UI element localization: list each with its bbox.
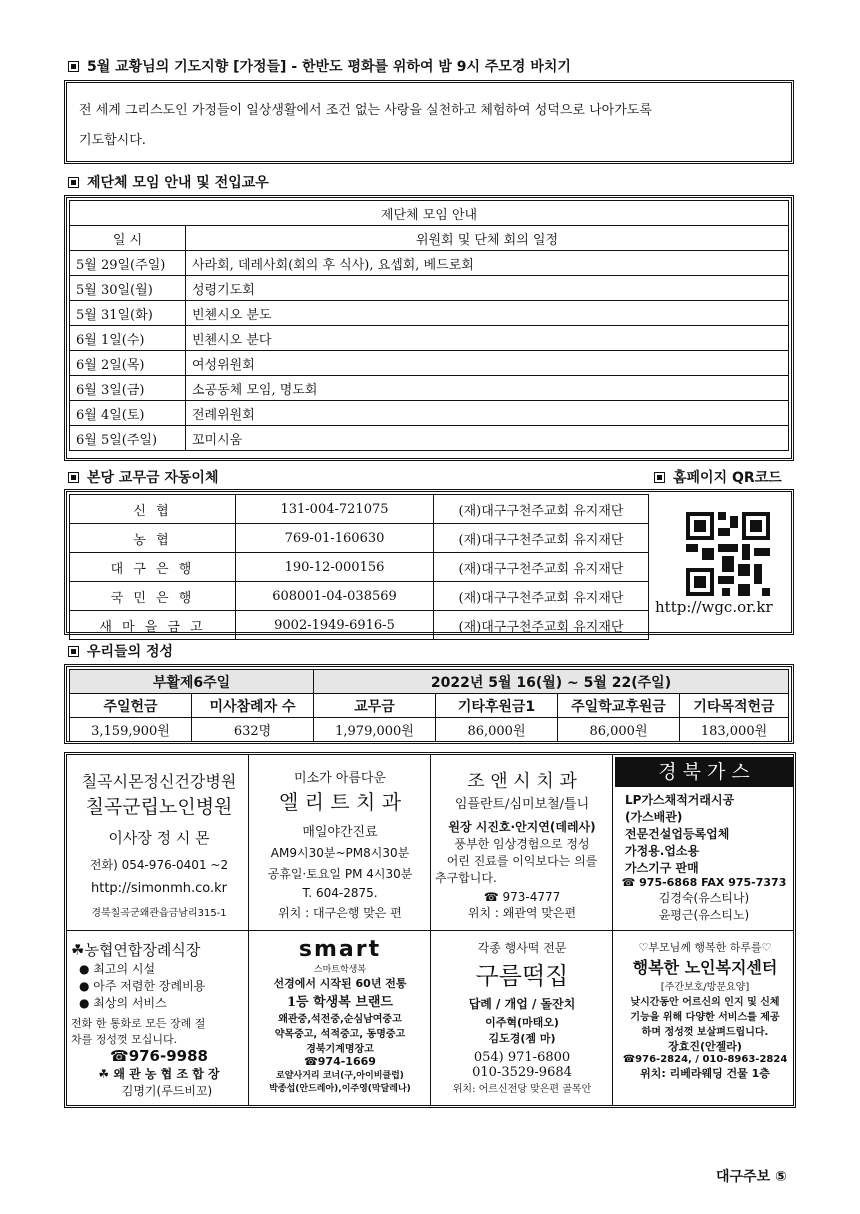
schedule-date: 6월 1일(수) xyxy=(70,326,186,351)
bullet-icon: ● xyxy=(79,996,94,1010)
account-holder: (재)대구구천주교회 유지재단 xyxy=(434,495,649,524)
schedule-desc: 여성위원회 xyxy=(186,351,789,376)
page-number: ⑤ xyxy=(774,1169,787,1185)
ad-dental-elite-holiday: 공휴일·토요일 PM 4시30분 xyxy=(267,867,413,881)
table-row xyxy=(70,301,789,326)
ad-dental-elite-name: 엘 리 트 치 과 xyxy=(278,790,402,814)
ad-gas-phone: 975-6868 FAX 975-7373 xyxy=(639,876,787,889)
bank-name: 국 민 은 행 xyxy=(70,582,236,611)
ad-senior-name: 행복한 노인복지센터 xyxy=(632,958,778,977)
ad-senior-tagline: ♡부모님께 행복한 하루를♡ xyxy=(638,941,772,954)
ad-hospital-director: 이사장 정 시 몬 xyxy=(108,829,210,847)
ads-box xyxy=(64,752,796,1108)
offering-value: 632명 xyxy=(192,718,314,742)
schedule-table xyxy=(69,200,789,451)
schedule-date: 6월 3일(금) xyxy=(70,376,186,401)
ad-gas-contact-1: 김경숙(유스티나) xyxy=(658,891,750,905)
ad-dental-elite-tagline: 미소가 아름다운 xyxy=(293,771,387,786)
ad-dental-joan-desc-1: 풍부한 임상경험으로 정성 xyxy=(454,837,590,851)
ad-funeral-head-name: 김명기(루드비꼬) xyxy=(121,1084,213,1098)
table-row xyxy=(70,524,649,553)
clover-icon: ☘ xyxy=(98,1067,114,1081)
phone-icon: ☎ xyxy=(304,1055,318,1068)
offering-value: 3,159,900원 xyxy=(70,718,192,742)
prayer-line-1: 전 세계 그리스도인 가정들이 일상생활에서 조건 없는 사랑을 실천하고 체험하여 성덕으로 나아가도록 xyxy=(79,103,652,118)
offering-header: 교무금 xyxy=(314,694,436,718)
prayer-section-title xyxy=(68,56,571,76)
clover-icon: ☘ xyxy=(71,941,85,959)
schedule-date: 5월 31일(화) xyxy=(70,301,186,326)
offering-table xyxy=(69,669,789,742)
ad-gas-name: 경 북 가 스 xyxy=(615,757,793,787)
offering-section-title xyxy=(68,641,173,661)
ad-ricecake-tagline: 각종 행사떡 전문 xyxy=(477,941,567,955)
offering-header: 주일학교후원금 xyxy=(558,694,680,718)
ad-funeral-desc-2: 차를 정성껏 모십니다. xyxy=(71,1033,178,1046)
ad-dental-elite-phone: T. 604-2875. xyxy=(302,886,378,900)
groups-title: 제단체 모임 안내 및 전입교우 xyxy=(87,175,269,191)
schedule-col-desc: 위원회 및 단체 회의 일정 xyxy=(186,226,789,251)
footer-label: 대구주보 xyxy=(716,1169,771,1185)
prayer-box xyxy=(64,80,794,164)
offering-value: 183,000원 xyxy=(680,718,789,742)
footer xyxy=(716,1166,787,1186)
schedule-date: 6월 4일(토) xyxy=(70,401,186,426)
offering-value: 86,000원 xyxy=(558,718,680,742)
ad-ricecake-owner-1: 이주혁(마태오) xyxy=(485,1016,559,1029)
ad-uniform-owners: 박종섭(안드레아),이주영(막달레나) xyxy=(269,1084,411,1094)
ad-senior-phone: 976-2824, / 010-8963-2824 xyxy=(635,1054,788,1065)
offering-box xyxy=(64,664,794,744)
table-row xyxy=(70,582,649,611)
bank-name: 대 구 은 행 xyxy=(70,553,236,582)
ad-funeral-desc-1: 전화 한 통화로 모든 장례 절 xyxy=(71,1017,206,1030)
ad-ricecake xyxy=(433,933,611,1105)
ad-senior-center xyxy=(615,933,795,1105)
table-row xyxy=(70,495,649,524)
ad-senior-desc-1: 낮시간동안 어르신의 인지 및 신체 xyxy=(630,997,780,1008)
table-row xyxy=(70,351,789,376)
accounts-section-title xyxy=(68,467,218,487)
square-bullet-icon xyxy=(68,61,79,72)
ad-dental-joan-desc-3: 추구합니다. xyxy=(435,871,497,885)
schedule-date: 5월 30일(월) xyxy=(70,276,186,301)
account-number[interactable]: 190-12-000156 xyxy=(236,553,434,582)
account-number[interactable]: 9002-1949-6916-5 xyxy=(236,611,434,640)
ad-uniform xyxy=(251,933,429,1105)
schedule-date: 6월 5일(주일) xyxy=(70,426,186,451)
account-holder: (재)대구구천주교회 유지재단 xyxy=(434,582,649,611)
ad-hospital-phone: 전화) 054-976-0401 ~2 xyxy=(89,858,229,872)
ad-gas-line-2: (가스배관) xyxy=(625,810,683,824)
ad-gas-line-5: 가스기구 판매 xyxy=(625,861,699,875)
qr-code-icon[interactable] xyxy=(686,512,770,596)
square-bullet-icon xyxy=(68,646,79,657)
ad-funeral-point-1: 최고의 시설 xyxy=(93,962,156,976)
bank-name: 새 마 을 금 고 xyxy=(70,611,236,640)
table-row xyxy=(70,553,649,582)
ad-senior-services: [주간보호/방문요양] xyxy=(660,982,750,993)
ad-dental-elite-hours: AM9시30분~PM8시30분 xyxy=(270,846,410,860)
ad-gas-line-3: 전문건설업등록업체 xyxy=(625,827,730,841)
homepage-url[interactable]: http://wgc.or.kr xyxy=(655,598,773,616)
ad-uniform-location: 로얄사거리 코너(구,아이비클럽) xyxy=(276,1071,404,1081)
ad-uniform-phone: 974-1669 xyxy=(317,1055,376,1068)
account-number[interactable]: 608001-04-038569 xyxy=(236,582,434,611)
bullet-icon: ● xyxy=(79,962,94,976)
ad-dental-joan xyxy=(433,757,611,929)
ad-hospital-name-2: 칠곡군립노인병원 xyxy=(85,796,233,818)
table-row xyxy=(70,276,789,301)
offering-value: 1,979,000원 xyxy=(314,718,436,742)
account-number[interactable]: 769-01-160630 xyxy=(236,524,434,553)
schedule-date: 5월 29일(주일) xyxy=(70,251,186,276)
ad-hospital-name-1: 칠곡시몬정신건강병원 xyxy=(81,772,237,791)
ad-funeral-phone: 976-9988 xyxy=(128,1047,208,1065)
table-row xyxy=(70,376,789,401)
ad-uniform-brand: 스마트학생복 xyxy=(313,965,367,975)
ad-uniform-line-1: 선경에서 시작된 60년 전통 xyxy=(273,977,407,990)
qr-title: 홈페이지 QR코드 xyxy=(673,470,782,486)
table-row xyxy=(70,251,789,276)
ad-ricecake-services: 답례 / 개업 / 돌잔치 xyxy=(468,997,576,1011)
schedule-desc: 전례위원회 xyxy=(186,401,789,426)
offering-header: 기타목적헌금 xyxy=(680,694,789,718)
ad-ricecake-phone-2: 010-3529-9684 xyxy=(472,1065,572,1080)
ad-funeral-point-2: 아주 저렴한 장례비용 xyxy=(93,979,206,993)
table-row xyxy=(70,401,789,426)
table-row xyxy=(70,426,789,451)
ad-dental-joan-director: 원장 시진호·안지연(데레사) xyxy=(448,820,596,834)
offering-period: 2022년 5월 16(월) ~ 5월 22(주일) xyxy=(314,670,789,694)
ad-funeral xyxy=(71,933,247,1105)
account-holder: (재)대구구천주교회 유지재단 xyxy=(434,553,649,582)
ad-senior-desc-2: 기능을 위해 다양한 서비스를 제공 xyxy=(630,1012,780,1023)
ad-gas-line-4: 가정용.업소용 xyxy=(625,844,700,858)
ad-funeral-name: 농협연합장례식장 xyxy=(84,941,201,959)
account-holder: (재)대구구천주교회 유지재단 xyxy=(434,524,649,553)
table-row xyxy=(70,611,649,640)
schedule-table-title: 제단체 모임 안내 xyxy=(70,201,789,226)
ad-uniform-schools-3: 경북기계명장고 xyxy=(306,1044,374,1055)
ad-dental-elite xyxy=(251,757,429,929)
groups-section-title xyxy=(68,172,269,192)
schedule-desc: 성령기도회 xyxy=(186,276,789,301)
schedule-desc: 빈첸시오 분다 xyxy=(186,326,789,351)
qr-section-title xyxy=(654,467,782,487)
ad-hospital-url[interactable]: http://simonmh.co.kr xyxy=(91,881,227,896)
offering-header: 미사참례자 수 xyxy=(192,694,314,718)
ad-dental-joan-name: 조 앤 시 치 과 xyxy=(467,771,577,792)
ad-gas xyxy=(615,757,793,929)
ad-ricecake-name: 구름떡집 xyxy=(475,962,569,990)
ad-dental-elite-location: 위치 : 대구은행 맞은 편 xyxy=(278,906,402,920)
ad-gas-line-1: LP가스채적거래시공 xyxy=(625,793,735,807)
phone-icon: ☎ xyxy=(621,876,640,889)
ad-funeral-point-3: 최상의 서비스 xyxy=(93,996,167,1010)
ad-hospital xyxy=(71,757,247,929)
offering-value: 86,000원 xyxy=(436,718,558,742)
square-bullet-icon xyxy=(654,472,665,483)
ad-senior-desc-3: 하며 정성껏 보살펴드립니다. xyxy=(641,1027,769,1038)
ad-senior-location: 위치: 리베라웨딩 건물 1층 xyxy=(640,1067,770,1080)
phone-icon: ☎ xyxy=(483,890,503,904)
ad-uniform-schools-1: 왜관중,석전중,순심남여중고 xyxy=(278,1014,402,1025)
ad-uniform-line-2: 1등 학생복 브랜드 xyxy=(286,995,393,1010)
account-holder: (재)대구구천주교회 유지재단 xyxy=(434,611,649,640)
account-number[interactable]: 131-004-721075 xyxy=(236,495,434,524)
square-bullet-icon xyxy=(68,472,79,483)
ad-funeral-head-title: 왜 관 농 협 조 합 장 xyxy=(113,1067,220,1081)
ad-senior-contact: 장효진(안젤라) xyxy=(668,1040,742,1053)
ad-dental-elite-night: 매일야간진료 xyxy=(302,825,378,840)
offering-week: 부활제6주일 xyxy=(70,670,314,694)
phone-icon: ☎ xyxy=(110,1047,129,1065)
schedule-desc: 빈첸시오 분도 xyxy=(186,301,789,326)
ad-uniform-schools-2: 약목중고, 석적중고, 동명중고 xyxy=(274,1029,406,1040)
ad-uniform-logo: smart xyxy=(298,937,382,962)
schedule-desc: 소공동체 모임, 명도회 xyxy=(186,376,789,401)
prayer-title: 5월 교황님의 기도지향 [가정들] - 한반도 평화를 위하여 밤 9시 주모경 바치기 xyxy=(87,59,571,75)
schedule-date: 6월 2일(목) xyxy=(70,351,186,376)
offering-title: 우리들의 정성 xyxy=(87,644,174,660)
accounts-title: 본당 교무금 자동이체 xyxy=(87,470,219,486)
schedule-desc: 꼬미시움 xyxy=(186,426,789,451)
phone-icon: ☎ xyxy=(622,1054,636,1065)
square-bullet-icon xyxy=(68,177,79,188)
ad-dental-joan-location: 위치 : 왜관역 맞은편 xyxy=(467,906,577,920)
ad-dental-joan-phone: 973-4777 xyxy=(502,890,561,904)
schedule-box xyxy=(64,195,794,461)
ad-hospital-address: 경북칠곡군왜관읍금남리315-1 xyxy=(91,908,227,919)
bullet-icon: ● xyxy=(79,979,94,993)
schedule-desc: 사라회, 데레사회(회의 후 식사), 요셉회, 베드로회 xyxy=(186,251,789,276)
bank-name: 신 협 xyxy=(70,495,236,524)
schedule-col-date: 일 시 xyxy=(70,226,186,251)
prayer-line-2: 기도합시다. xyxy=(79,133,146,148)
offering-header: 주일헌금 xyxy=(70,694,192,718)
ad-dental-joan-services: 임플란트/심미보철/틀니 xyxy=(454,797,590,812)
ad-dental-joan-desc-2: 어린 진료를 이익보다는 의를 xyxy=(446,854,598,868)
ad-gas-contact-2: 윤평근(유스티노) xyxy=(658,908,750,922)
ad-ricecake-phone-1: 054) 971-6800 xyxy=(473,1050,571,1065)
accounts-table xyxy=(69,494,649,640)
ad-ricecake-owner-2: 김도경(젬 마) xyxy=(488,1032,556,1045)
ad-ricecake-location: 위치: 어르신전당 맞은편 골목안 xyxy=(452,1084,592,1095)
offering-header: 기타후원금1 xyxy=(436,694,558,718)
table-row xyxy=(70,326,789,351)
bank-name: 농 협 xyxy=(70,524,236,553)
